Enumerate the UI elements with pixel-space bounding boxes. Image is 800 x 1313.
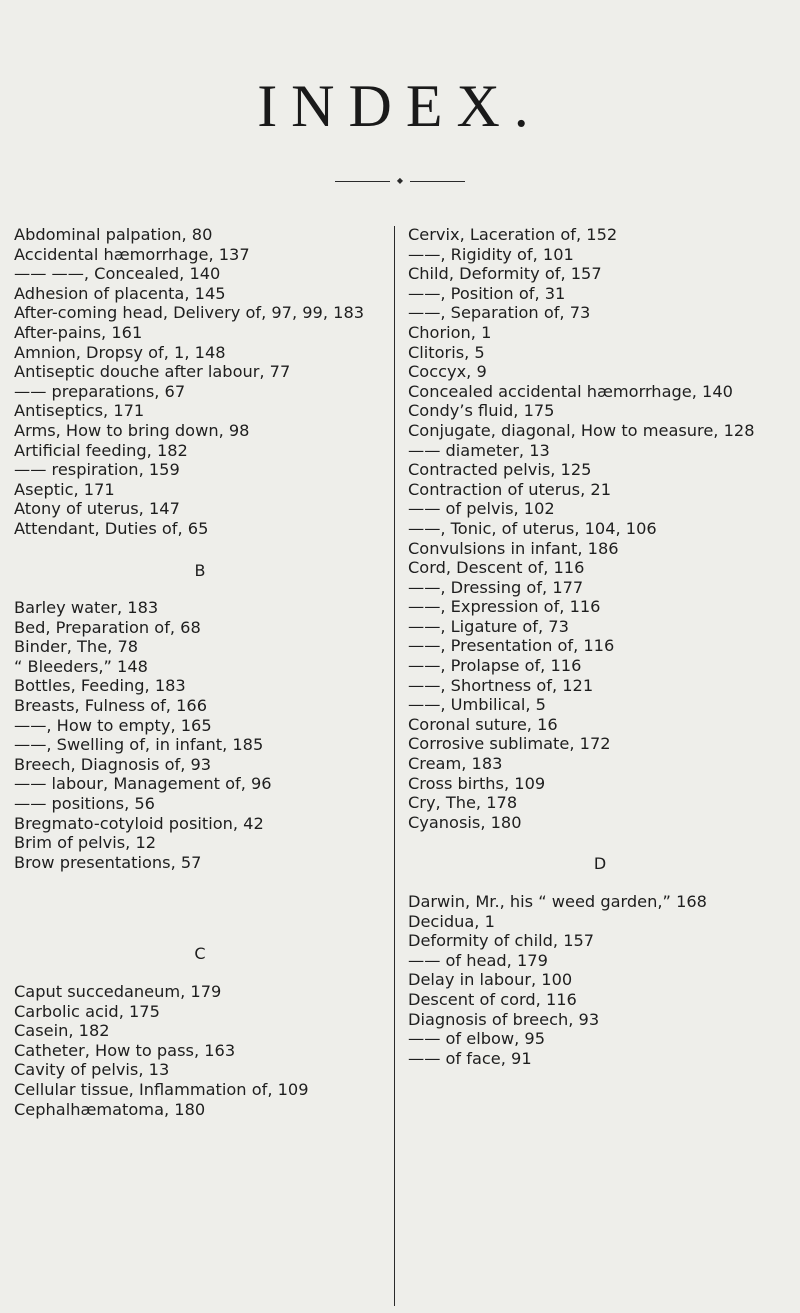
index-entry: Antiseptics, 171 (14, 401, 145, 421)
index-entry: Child, Deformity of, 157 (408, 264, 602, 284)
index-entry: Breech, Diagnosis of, 93 (14, 754, 212, 774)
index-entry: Atony of uterus, 147 (14, 499, 180, 519)
index-entry: ——, Umbilical, 5 (408, 695, 546, 715)
index-entry: Brim of pelvis, 12 (14, 833, 157, 853)
index-entry: —— of pelvis, 102 (408, 499, 555, 519)
index-column-right (408, 225, 792, 1068)
index-entry: ——, Position of, 31 (408, 283, 566, 303)
index-entry: Delay in labour, 100 (408, 970, 573, 990)
ornament-knot-icon: ◆ (396, 176, 404, 185)
index-entry: Barley water, 183 (14, 598, 159, 618)
index-entry: After-coming head, Delivery of, 97, 99, 183 (14, 303, 365, 323)
index-entry: After-pains, 161 (14, 322, 143, 342)
index-section-c-continued (408, 225, 792, 832)
index-entry: Contracted pelvis, 125 (408, 460, 592, 480)
index-entry: Conjugate, diagonal, How to measure, 128 (408, 420, 755, 440)
index-entry: Brow presentations, 57 (14, 852, 202, 872)
index-entry: Artificial feeding, 182 (14, 440, 188, 460)
index-entry: Cross births, 109 (408, 773, 546, 793)
index-entry: Accidental hæmorrhage, 137 (14, 244, 250, 264)
index-entry: Carbolic acid, 175 (14, 1001, 160, 1021)
index-column-left (14, 225, 386, 1119)
index-entry: Antiseptic douche after labour, 77 (14, 362, 291, 382)
index-entry: Arms, How to bring down, 98 (14, 420, 250, 440)
index-entry: ——, How to empty, 165 (14, 715, 212, 735)
index-entry: Cellular tissue, Inflammation of, 109 (14, 1079, 309, 1099)
index-entry: Binder, The, 78 (14, 637, 139, 657)
index-entry: Condy’s fluid, 175 (408, 401, 555, 421)
index-entry: ——, Shortness of, 121 (408, 675, 594, 695)
index-entry: Descent of cord, 116 (408, 989, 577, 1009)
index-entry: Bregmato-cotyloid position, 42 (14, 813, 264, 833)
index-entry: Bed, Preparation of, 68 (14, 617, 201, 637)
index-entry: ——, Prolapse of, 116 (408, 656, 582, 676)
index-entry: ——, Expression of, 116 (408, 597, 601, 617)
index-section-b (14, 598, 386, 872)
index-entry: ——, Tonic, of uterus, 104, 106 (408, 518, 657, 538)
index-entry: ——, Swelling of, in infant, 185 (14, 735, 264, 755)
index-section-a (14, 225, 386, 539)
index-entry: Bottles, Feeding, 183 (14, 676, 186, 696)
index-entry: Deformity of child, 157 (408, 931, 595, 951)
index-entry: Aseptic, 171 (14, 479, 115, 499)
index-entry: Attendant, Duties of, 65 (14, 518, 209, 538)
ornament-rule-left (335, 181, 390, 182)
index-entry: Caput succedaneum, 179 (14, 982, 222, 1001)
index-entry: —— positions, 56 (14, 794, 155, 814)
index-entry: Diagnosis of breech, 93 (408, 1009, 600, 1029)
section-letter-c: C (194, 944, 206, 964)
index-entry: “ Bleeders,” 148 (14, 656, 148, 676)
index-entry: Cyanosis, 180 (408, 812, 522, 832)
index-entry: Abdominal palpation, 80 (14, 225, 213, 244)
column-divider (394, 226, 395, 1306)
index-entry: ——, Dressing of, 177 (408, 577, 584, 597)
index-entry: Cervix, Laceration of, 152 (408, 225, 618, 244)
index-entry: Decidua, 1 (408, 911, 495, 931)
index-entry: Amnion, Dropsy of, 1, 148 (14, 342, 226, 362)
section-letter-b: B (194, 560, 206, 580)
index-entry: Adhesion of placenta, 145 (14, 283, 226, 303)
index-entry: Clitoris, 5 (408, 342, 485, 362)
index-entry: —— diameter, 13 (408, 440, 550, 460)
index-entry: ——, Ligature of, 73 (408, 616, 569, 636)
page-title: INDEX. (257, 73, 543, 139)
index-entry: ——, Presentation of, 116 (408, 636, 615, 656)
ornament-rule-right (410, 181, 465, 182)
index-entry: Darwin, Mr., his “ weed garden,” 168 (408, 892, 707, 911)
index-entry: —— of face, 91 (408, 1048, 532, 1068)
index-entry: Coccyx, 9 (408, 362, 487, 382)
index-entry: —— of head, 179 (408, 950, 548, 970)
index-entry: Cavity of pelvis, 13 (14, 1060, 170, 1080)
index-entry: Cry, The, 178 (408, 793, 518, 813)
index-entry: —— labour, Management of, 96 (14, 774, 272, 794)
index-entry: Convulsions in infant, 186 (408, 538, 619, 558)
index-entry: Casein, 182 (14, 1021, 110, 1041)
index-entry: —— preparations, 67 (14, 381, 186, 401)
index-entry: ——, Separation of, 73 (408, 303, 591, 323)
index-entry: Contraction of uterus, 21 (408, 479, 611, 499)
index-entry: —— respiration, 159 (14, 460, 180, 480)
index-entry: ——, Rigidity of, 101 (408, 244, 574, 264)
title-ornament (335, 176, 465, 185)
index-entry: Cream, 183 (408, 754, 503, 774)
index-entry: Cord, Descent of, 116 (408, 558, 585, 578)
index-entry: Coronal suture, 16 (408, 714, 558, 734)
index-entry: Catheter, How to pass, 163 (14, 1040, 236, 1060)
section-letter-d: D (593, 854, 607, 874)
index-entry: Breasts, Fulness of, 166 (14, 696, 207, 716)
index-entry: Corrosive sublimate, 172 (408, 734, 611, 754)
index-entry: Concealed accidental hæmorrhage, 140 (408, 381, 733, 401)
index-section-d (408, 892, 792, 1068)
index-entry: Chorion, 1 (408, 322, 492, 342)
index-section-c (14, 982, 386, 1119)
index-entry: —— ——, Concealed, 140 (14, 264, 221, 284)
index-entry: —— of elbow, 95 (408, 1029, 546, 1049)
index-entry: Cephalhæmatoma, 180 (14, 1099, 206, 1119)
